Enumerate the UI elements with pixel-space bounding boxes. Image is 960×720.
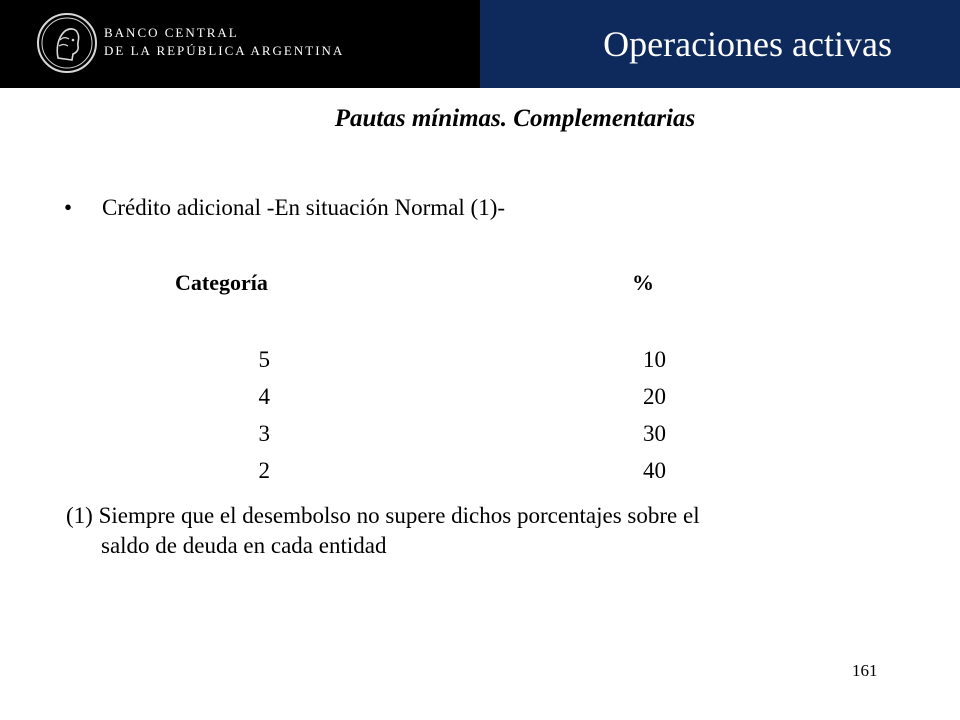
page-number: 161: [852, 661, 878, 680]
table-row: [0, 378, 960, 415]
row-percent: 30: [643, 421, 666, 446]
footnote-line1: (1) Siempre que el desembolso no supere dichos porcentajes sobre el: [66, 503, 700, 528]
slide-header: [0, 0, 960, 88]
row-category: 3: [258, 421, 270, 446]
header-left-panel: [0, 0, 480, 88]
row-category: 5: [258, 347, 270, 372]
header-right-panel: [480, 0, 960, 88]
section-title: Operaciones activas: [603, 24, 892, 64]
category-table: [0, 341, 960, 489]
row-percent: 10: [643, 347, 666, 372]
footnote-line2: saldo de deuda en cada entidad: [101, 533, 387, 558]
row-category: 2: [258, 458, 270, 483]
bcra-seal-icon: [36, 12, 98, 74]
table-row: [0, 415, 960, 452]
slide-title: Pautas mínimas. Complementarias: [334, 105, 696, 132]
bullet-text: Crédito adicional -En situación Normal (1)-: [102, 195, 506, 220]
bullet-item: [64, 193, 505, 223]
row-percent: 20: [643, 384, 666, 409]
row-category: 4: [258, 384, 270, 409]
column-header-percent: %: [632, 270, 654, 295]
table-row: [0, 452, 960, 489]
bullet-dot: •: [64, 195, 73, 220]
bank-name-line1: BANCO CENTRAL: [104, 25, 239, 40]
footnote: [66, 501, 826, 561]
column-header-category: Categoría: [175, 270, 268, 295]
row-percent: 40: [643, 458, 666, 483]
table-row: [0, 341, 960, 378]
bank-name-line2: DE LA REPÚBLICA ARGENTINA: [104, 43, 345, 58]
bank-name: [104, 24, 344, 60]
